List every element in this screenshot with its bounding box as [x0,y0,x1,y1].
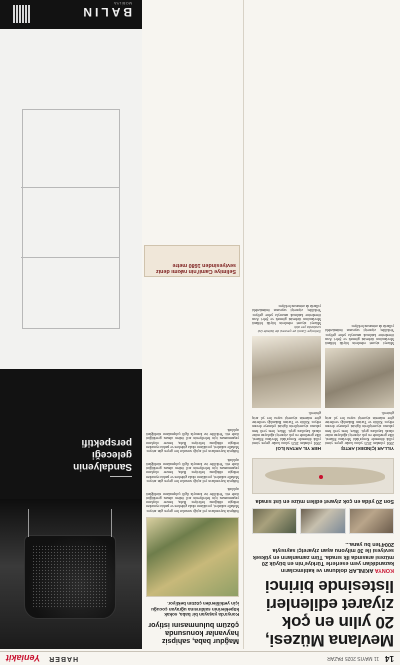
ad-photo [0,499,142,649]
body-text: Müzeyi ziyaret edenlerin büyük bölümü Mevlana'nın türbesini görmek ve Şeb-i Arus törenlerine katılmak amacıyla şehre geliyor. Yetkililer, ziyaretçi sayısının önümüzdeki yıllarda da artmasını bekliyor. [325,323,394,346]
chair-image [24,535,116,619]
main-body-columns [252,304,394,455]
brand-logo: Yeniakit [6,653,41,664]
shelf-image [22,109,120,329]
body-column [325,304,394,455]
photo-strip-caption: Son 20 yılda en çok ziyaret edilen müze en üst sırada [255,498,394,505]
inline-photo [252,336,321,408]
body-text: 2004 yılından 2025 yılına kadar geçen yirmi yıllık dönemde Konya'daki Mevlana Müzesi, ülke genelinde en çok ziyaretçi ağırlayan müze olarak kayıtlara geçti. Müze, hem yerli hem yabancı ziyaretçilerin ilgisini çekmeye devam ediyor. Kültür ve Turizm Bakanlığı verilerine göre müzenin ziyaretçi sayısı her yıl artış gösterdi. [252,411,321,446]
map-land [265,468,385,486]
body-text: 2004 yılından 2025 yılına kadar geçen yirmi yıllık dönemde Konya'daki Mevlana Müzesi, ülke genelinde en çok ziyaretçi ağırlayan müze olarak kayıtlara geçti. Müze, hem yerli hem yabancı ziyaretçilerin ilgisini çekmeye devam ediyor. Kültür ve Turizm Bakanlığı verilerine göre müzenin ziyaretçi sayısı her yıl artış gösterdi. [325,411,394,446]
mid-story [142,0,244,649]
main-lead-text: AKINLAR dolduran ve katılımcıların kazandıkları yem eserlerle Türkiye'nin en büyük 20 müzesi arasında ilk sırada. Tüm zamanların en yüksek seviyesi ile 30 milyonu aşan ziyaretçi sayısıyla 2004'ten bu yana... [252,541,394,573]
slogan-line: perspektifi [81,437,132,448]
body-subhead: YILLAR İÇİNDEKİ ARTIŞ [341,446,394,452]
ad-slogan [0,436,142,481]
balin-advertisement [0,0,142,649]
mid-body: Sahipsiz hayvanların yol açtığı sorunlar her geçen gün artıyor. Mahalle sakinleri, çocukların okula giderken ve parkta oynarken tedirgin olduğunu belirtiyor. Baba, benzer olayların yaşanmaması için belediyenin acil önlem alması gerektiğini ifade etti. Yetkililer ise konuyla ilgili çalışmaların sürdüğünü açıkladı. [146,487,239,513]
mid-body: Sahipsiz hayvanların yol açtığı sorunlar her geçen gün artıyor. Mahalle sakinleri, çocukların okula giderken ve parkta oynarken tedirgin olduğunu belirtiyor. Baba, benzer olayların yaşanmaması için belediyenin acil önlem alması gerektiğini ifade etti. Yetkililer ise konuyla ilgili çalışmaların sürdüğünü açıkladı. [146,427,239,454]
map-graphic [252,459,394,495]
chair-legs [28,509,112,537]
mid-headline: Mağdur baba, sahipsiz hayvanlar konusunda çözüm bulunmasını istiyor [148,621,239,646]
photo-strip [252,509,394,535]
body-column [252,304,321,455]
slogan-line: geleceği [91,449,132,460]
main-kicker: KONYA [374,567,394,573]
inline-photo [325,348,394,408]
body-subhead: HER YIL ARTAN İLGİ [275,446,321,452]
page-number: 14 [385,654,394,663]
photo-thumb [252,509,297,535]
slogan-rule [110,476,132,477]
ad-brand-tagline: MOBİLYA [113,1,132,5]
body-text: Müzeyi ziyaret edenlerin büyük bölümü Mevlana'nın türbesini görmek ve Şeb-i Arus törenlerine katılmak amacıyla şehre geliyor. Yetkililer, ziyaretçi sayısının önümüzdeki yıllarda da artmasını bekliyor. [252,303,321,326]
main-headline: Mevlana Müzesi, 20 yılın en çok ziyaret edilenleri listesinde birinci [265,577,394,650]
masthead [0,651,400,665]
highlight-box: Selimiye Camii'nin rakımı deniz seviyesinden 1680 metre [144,245,240,277]
mid-lead: Konya'da yaşayan bir baba, sokak köpeklerinin saldırısına uğrayan çocuğu için yetkililerden çözüm bekliyor. [151,601,239,617]
mid-photo [146,517,239,597]
photo-thumb [300,509,345,535]
main-story [246,0,400,649]
ad-brand-logo: BALIN [80,5,132,19]
mid-body: Sahipsiz hayvanların yol açtığı sorunlar her geçen gün artıyor. Mahalle sakinleri, çocukların okula giderken ve parkta oynarken tedirgin olduğunu belirtiyor. Baba, benzer olayların yaşanmaması için belediyenin acil önlem alması gerektiğini ifade etti. Yetkililer ise konuyla ilgili çalışmaların sürdüğünü açıkladı. [146,457,239,483]
section-label: HABER [48,655,79,662]
ad-product-panel [0,29,142,369]
photo-thumb [349,509,394,535]
qr-code-icon [12,5,30,23]
main-lead [252,541,394,574]
inline-photo-caption: Selimiye Camii ve çevresi de listede üst sıralarda yer aldı [257,325,321,334]
issue-date: 11 MAYIS 2025 PAZAR [327,655,380,662]
slogan-line: Sandalyenin [73,461,132,472]
